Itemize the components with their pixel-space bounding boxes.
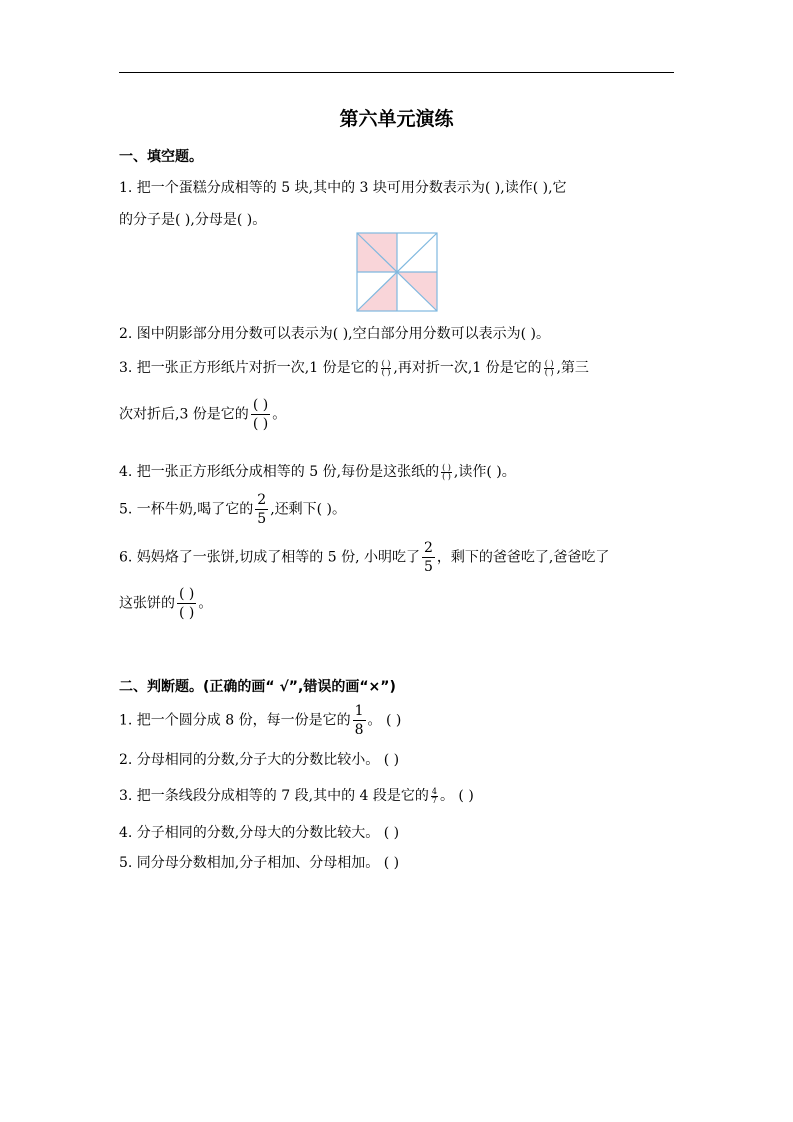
question-1-line-2: 的分子是( ),分母是( )。: [119, 212, 267, 228]
question-3-line-2: 次对折后,3 份是它的 $\frac{( )}{( )}$ 。: [119, 397, 287, 432]
question-3-line-1: 3. 把一张正方形纸片对折一次,1 份是它的 $\frac{( )}{( )}$ ,再对折一次,1 份是它的 $\frac{( )}{( )}$ ,第三: [119, 358, 589, 377]
pinwheel-figure: [356, 232, 438, 312]
question-2: 2. 图中阴影部分用分数可以表示为( ),空白部分用分数可以表示为( )。: [119, 326, 551, 342]
judge-3: 3. 把一条线段分成相等的 7 段,其中的 4 段是它的 $\frac{4}{7}$ 。 ( ): [119, 786, 474, 805]
fraction-four-sevenths: $\frac{4}{7}$: [431, 786, 437, 805]
section1-heading: 一、填空题。: [119, 149, 203, 165]
fraction-two-fifths: $\frac{2}{5}$: [423, 540, 433, 575]
judge-1: 1. 把一个圆分成 8 份，每一份是它的 $\frac{1}{8}$ 。 ( ): [119, 703, 402, 738]
judge-5: 5. 同分母分数相加,分子相加、分母相加。 ( ): [119, 855, 400, 871]
question-6-line-2: 这张饼的 $\frac{( )}{( )}$ 。: [119, 586, 213, 621]
judge-2: 2. 分母相同的分数,分子大的分数比较小。 ( ): [119, 752, 400, 768]
question-1-line-1: 1. 把一个蛋糕分成相等的 5 块,其中的 3 块可用分数表示为( ),读作( ),它: [119, 180, 567, 196]
section2-heading: 二、判断题。(正确的画“ √”,错误的画“×”): [119, 679, 396, 695]
fraction-blank: $\frac{( )}{( )}$: [179, 586, 195, 621]
question-6-line-1: 6. 妈妈烙了一张饼,切成了相等的 5 份, 小明吃了 $\frac{2}{5}$ ，剩下的爸爸吃了,爸爸吃了: [119, 540, 610, 575]
fraction-two-fifths: $\frac{2}{5}$: [257, 492, 267, 527]
fraction-blank: $\frac{( )}{( )}$: [252, 397, 269, 432]
fraction-blank: $\frac{( )}{( )}$: [544, 358, 554, 377]
page-title: 第六单元演练: [339, 108, 454, 130]
fraction-one-eighth: $\frac{1}{8}$: [354, 703, 364, 738]
judge-4: 4. 分子相同的分数,分母大的分数比较大。 ( ): [119, 825, 400, 841]
question-4: 4. 把一张正方形纸分成相等的 5 份,每份是这张纸的 $\frac{( )}{( )}$ ,读作( )。: [119, 462, 516, 481]
fraction-blank: $\frac{( )}{( )}$: [381, 358, 391, 377]
header-rule: [119, 72, 674, 73]
question-5: 5. 一杯牛奶,喝了它的 $\frac{2}{5}$ ,还剩下( )。: [119, 492, 347, 527]
fraction-blank: $\frac{( )}{( )}$: [442, 462, 451, 481]
